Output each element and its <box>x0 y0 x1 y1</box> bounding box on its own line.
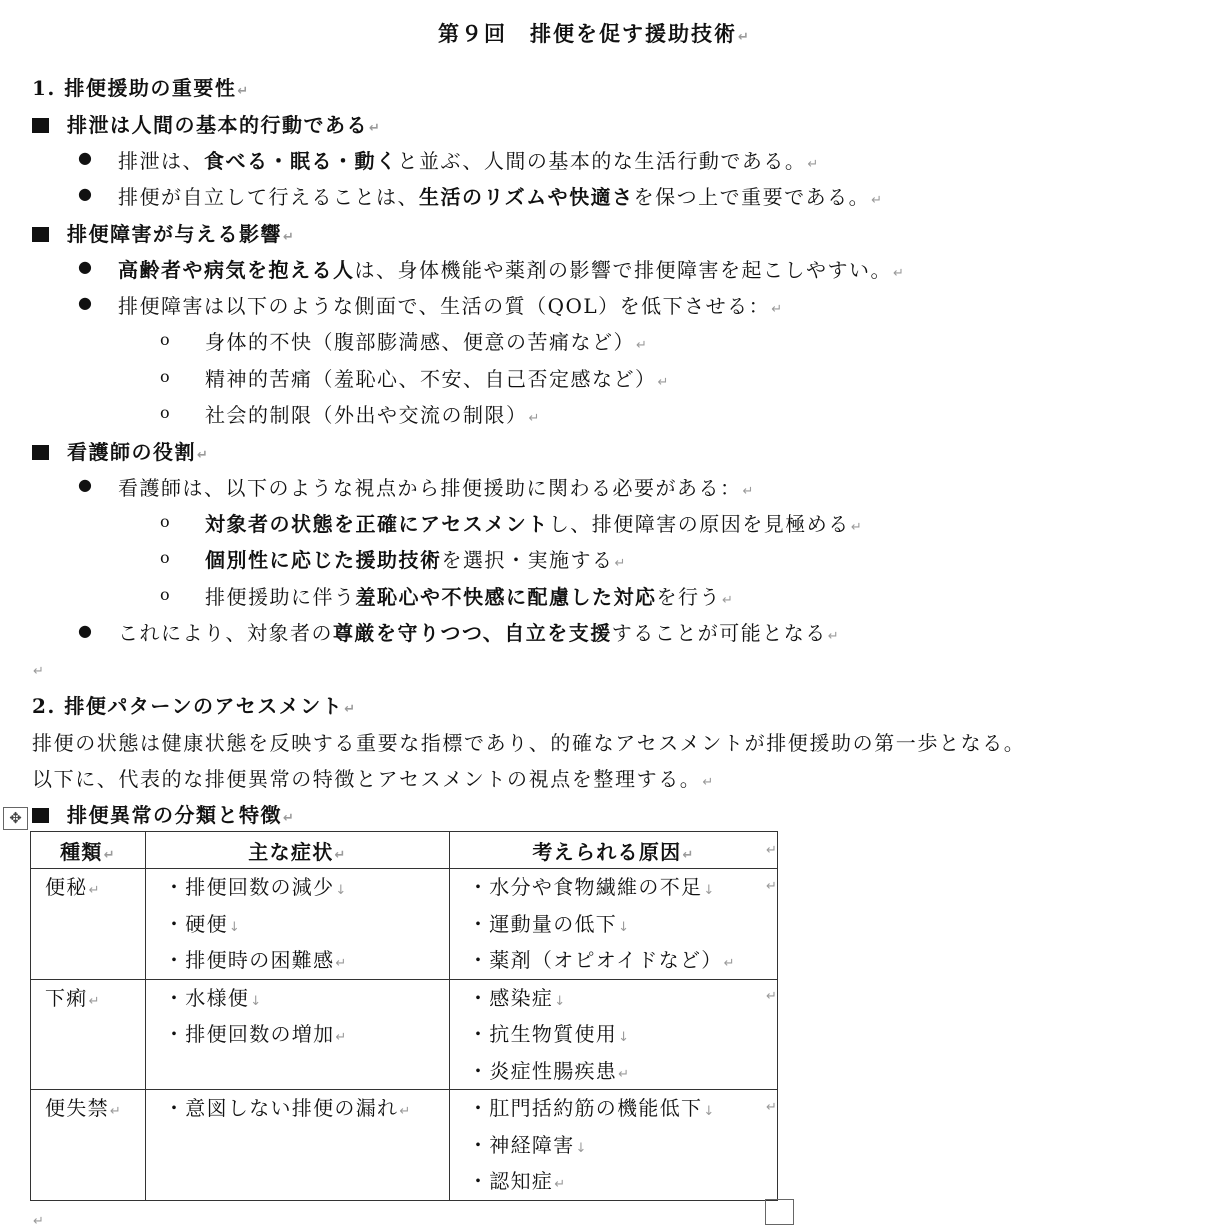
subsection-heading: 排泄は人間の基本的行動である↵ <box>32 109 381 138</box>
bullet-dot-icon: ● <box>78 184 92 203</box>
table-row <box>31 979 778 1090</box>
empty-paragraph-mark: ↵ <box>33 1214 46 1229</box>
table-row <box>31 1090 778 1201</box>
causes-cell: ・感染症↓ ・抗生物質使用↓ ・炎症性腸疾患↵ <box>450 979 778 1090</box>
square-bullet-icon <box>32 445 49 460</box>
subsection-heading: 看護師の役割↵ <box>32 436 209 465</box>
causes-cell: ・肛門括約筋の機能低下↓ ・神経障害↓ ・認知症↵ <box>450 1090 778 1201</box>
symptoms-cell: ・排便回数の減少↓ ・硬便↓ ・排便時の困難感↵ <box>146 869 450 980</box>
type-cell: 便失禁↵ <box>31 1090 146 1201</box>
causes-cell: ・水分や食物繊維の不足↓ ・運動量の低下↓ ・薬剤（オピオイドなど）↵ <box>450 869 778 980</box>
sub-list-item: 排便援助に伴う羞恥心や不快感に配慮した対応を行う↵ <box>205 585 735 609</box>
paragraph: 以下に、代表的な排便異常の特徴とアセスメントの視点を整理する。↵ <box>32 767 715 791</box>
square-bullet-icon <box>32 808 49 823</box>
bullet-circle-icon: o <box>160 585 170 604</box>
bullet-dot-icon: ● <box>78 293 92 312</box>
list-item: 排便障害は以下のような側面で、生活の質（QOL）を低下させる：↵ <box>118 294 784 318</box>
paragraph: 排便の状態は健康状態を反映する重要な指標であり、的確なアセスメントが排便援助の第一歩となる。 <box>32 731 1026 755</box>
sub-list-item: 社会的制限（外出や交流の制限）↵ <box>205 403 541 427</box>
bullet-circle-icon: o <box>160 367 170 386</box>
bullet-circle-icon: o <box>160 512 170 531</box>
square-bullet-icon <box>32 227 49 242</box>
bullet-dot-icon: ● <box>78 257 92 276</box>
list-item: 高齢者や病気を抱える人は、身体機能や薬剤の影響で排便障害を起こしやすい。↵ <box>118 258 906 282</box>
column-header: 種類↵ <box>31 832 146 869</box>
list-item: 排便が自立して行えることは、生活のリズムや快適さを保つ上で重要である。↵ <box>118 185 884 209</box>
symptoms-cell: ・水様便↓ ・排便回数の増加↵ <box>146 979 450 1090</box>
bullet-dot-icon: ● <box>78 475 92 494</box>
bullet-dot-icon: ● <box>78 148 92 167</box>
page-title: 第９回 排便を促す援助技術↵ <box>438 21 751 46</box>
section-heading: 1. 排便援助の重要性↵ <box>32 76 250 100</box>
row-end-mark: ↵ <box>766 989 777 1004</box>
list-item: これにより、対象者の尊厳を守りつつ、自立を支援することが可能となる↵ <box>118 621 841 645</box>
symptoms-cell: ・意図しない排便の漏れ↵ <box>146 1090 450 1201</box>
bullet-circle-icon: o <box>160 330 170 349</box>
type-cell: 下痢↵ <box>31 979 146 1090</box>
bullet-circle-icon: o <box>160 548 170 567</box>
sub-list-item: 身体的不快（腹部膨満感、便意の苦痛など）↵ <box>205 330 649 354</box>
sub-list-item: 対象者の状態を正確にアセスメントし、排便障害の原因を見極める↵ <box>205 512 864 536</box>
row-end-mark: ↵ <box>766 843 777 858</box>
empty-paragraph-mark: ↵ <box>33 664 46 679</box>
column-header: 主な症状↵ <box>146 832 450 869</box>
column-header: 考えられる原因↵ <box>450 832 778 869</box>
sub-list-item: 個別性に応じた援助技術を選択・実施する↵ <box>205 548 627 572</box>
bullet-dot-icon: ● <box>78 621 92 640</box>
square-bullet-icon <box>32 118 49 133</box>
bullet-circle-icon: o <box>160 403 170 422</box>
table-row <box>31 869 778 980</box>
table-heading: 排便異常の分類と特徴↵ <box>32 799 295 828</box>
row-end-mark: ↵ <box>766 879 777 894</box>
section-heading: 2. 排便パターンのアセスメント↵ <box>32 694 357 718</box>
sub-list-item: 精神的苦痛（羞恥心、不安、自己否定感など）↵ <box>205 367 670 391</box>
type-cell: 便秘↵ <box>31 869 146 980</box>
table-resize-handle[interactable] <box>765 1199 794 1225</box>
table-header-row <box>31 832 778 869</box>
table-move-handle-icon[interactable]: ✥ <box>3 807 28 830</box>
list-item: 排泄は、食べる・眠る・動くと並ぶ、人間の基本的な生活行動である。↵ <box>118 149 820 173</box>
row-end-mark: ↵ <box>766 1100 777 1115</box>
list-item: 看護師は、以下のような視点から排便援助に関わる必要がある：↵ <box>118 476 755 500</box>
abnormality-table <box>30 831 778 1201</box>
subsection-heading: 排便障害が与える影響↵ <box>32 218 295 247</box>
